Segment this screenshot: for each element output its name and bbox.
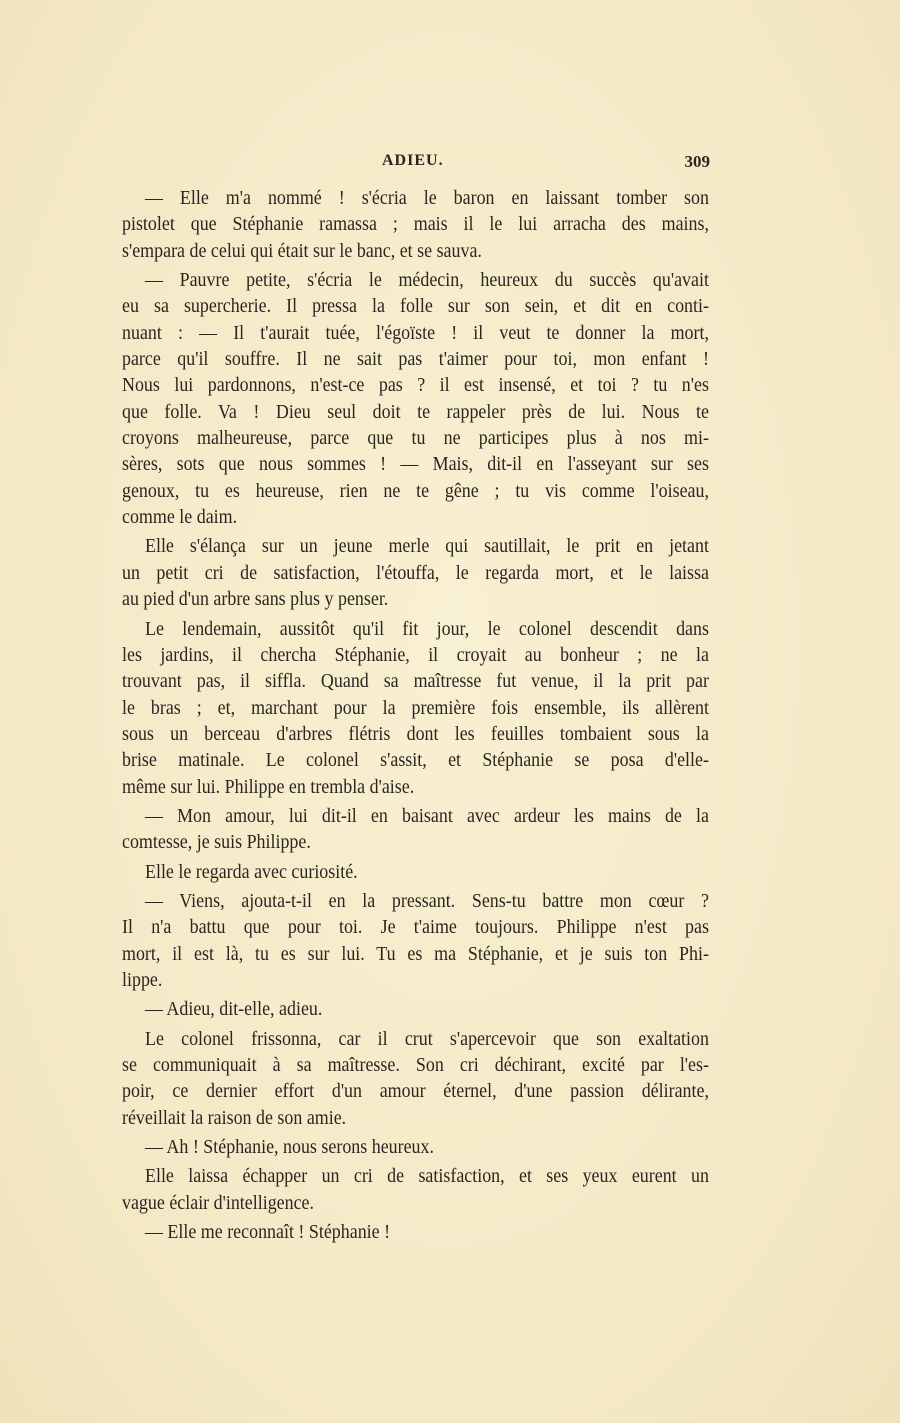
text-line: lippe. — [122, 969, 163, 991]
text-line: Elle le regarda avec curiosité. — [145, 861, 358, 883]
text-line: sous un berceau d'arbres flétris dont les feuilles tombaient sous la — [122, 723, 709, 745]
paragraph — [122, 889, 709, 994]
text-line: sères, sots que nous sommes ! — Mais, dit-il en l'asseyant sur ses — [122, 454, 709, 476]
paragraph — [122, 1027, 709, 1132]
text-line: Le lendemain, aussitôt qu'il fit jour, le colonel descendit dans — [145, 618, 709, 640]
text-line: nuant : — Il t'aurait tuée, l'égoïste ! il veut te donner la mort, — [122, 322, 709, 344]
paragraph — [122, 997, 709, 1023]
text-line: réveillait la raison de son amie. — [122, 1107, 347, 1129]
text-line: — Adieu, dit-elle, adieu. — [145, 999, 323, 1021]
paragraph-gap — [122, 1246, 709, 1249]
page-header — [122, 152, 710, 176]
text-line: même sur lui. Philippe en trembla d'aise. — [122, 776, 415, 798]
paragraph — [122, 1135, 709, 1161]
paragraph — [122, 1164, 709, 1217]
text-line: comme le daim. — [122, 507, 238, 529]
text-line: mort, il est là, tu es sur lui. Tu es ma Stéphanie, et je suis ton Phi- — [122, 943, 709, 965]
text-line: au pied d'un arbre sans plus y penser. — [122, 589, 389, 611]
text-line: comtesse, je suis Philippe. — [122, 832, 311, 854]
text-line: poir, ce dernier effort d'un amour éternel, d'une passion délirante, — [122, 1081, 709, 1103]
text-line: croyons malheureuse, parce que tu ne participes plus à nos mi- — [122, 428, 709, 450]
text-line: s'empara de celui qui était sur le banc, et se sauva. — [122, 240, 482, 262]
text-line: que folle. Va ! Dieu seul doit te rappeler près de lui. Nous te — [122, 401, 709, 423]
text-line: eu sa supercherie. Il pressa la folle sur son sein, et dit en conti- — [122, 296, 709, 318]
paragraph — [122, 804, 709, 857]
paragraph — [122, 1220, 709, 1246]
text-line: — Mon amour, lui dit-il en baisant avec ardeur les mains de la — [145, 805, 709, 827]
text-line: se communiquait à sa maîtresse. Son cri déchirant, excité par l'es- — [122, 1055, 709, 1076]
text-line: vague éclair d'intelligence. — [122, 1192, 315, 1214]
text-line: le bras ; et, marchant pour la première fois ensemble, ils allèrent — [122, 697, 709, 719]
text-line: Nous lui pardonnons, n'est-ce pas ? il est insensé, et toi ? tu n'es — [122, 375, 709, 397]
text-line: — Viens, ajouta-t-il en la pressant. Sens-tu battre mon cœur ? — [145, 890, 709, 912]
paragraph — [122, 268, 709, 531]
running-title: ADIEU. — [382, 152, 444, 169]
text-line: genoux, tu es heureuse, rien ne te gêne ; tu vis comme l'oiseau, — [122, 480, 709, 502]
text-line: les jardins, il chercha Stéphanie, il croyait au bonheur ; ne la — [122, 644, 709, 666]
text-line: — Elle m'a nommé ! s'écria le baron en laissant tomber son — [145, 188, 709, 209]
text-line: — Elle me reconnaît ! Stéphanie ! — [145, 1222, 391, 1244]
text-line: — Ah ! Stéphanie, nous serons heureux. — [145, 1137, 434, 1159]
text-line: brise matinale. Le colonel s'assit, et Stéphanie se posa d'elle- — [122, 750, 709, 772]
body-text — [122, 186, 709, 1249]
text-line: trouvant pas, il siffla. Quand sa maîtresse fut venue, il la prit par — [122, 671, 709, 693]
text-line: Il n'a battu que pour toi. Je t'aime toujours. Philippe n'est pas — [122, 917, 709, 939]
text-line: un petit cri de satisfaction, l'étouffa, le regarda mort, et le laissa — [122, 562, 709, 584]
text-line: — Pauvre petite, s'écria le médecin, heureux du succès qu'avait — [145, 270, 709, 292]
text-line: Elle laissa échapper un cri de satisfaction, et ses yeux eurent un — [145, 1166, 709, 1188]
paragraph — [122, 534, 709, 613]
paragraph — [122, 860, 709, 886]
text-line: pistolet que Stéphanie ramassa ; mais il le lui arracha des mains, — [122, 214, 709, 236]
paragraph — [122, 186, 709, 265]
paragraph — [122, 617, 709, 801]
page-number: 309 — [684, 152, 710, 171]
text-line: Elle s'élança sur un jeune merle qui sautillait, le prit en jetant — [145, 536, 709, 558]
text-line: Le colonel frissonna, car il crut s'apercevoir que son exaltation — [145, 1028, 709, 1050]
text-line: parce qu'il souffre. Il ne sait pas t'aimer pour toi, mon enfant ! — [122, 349, 709, 371]
